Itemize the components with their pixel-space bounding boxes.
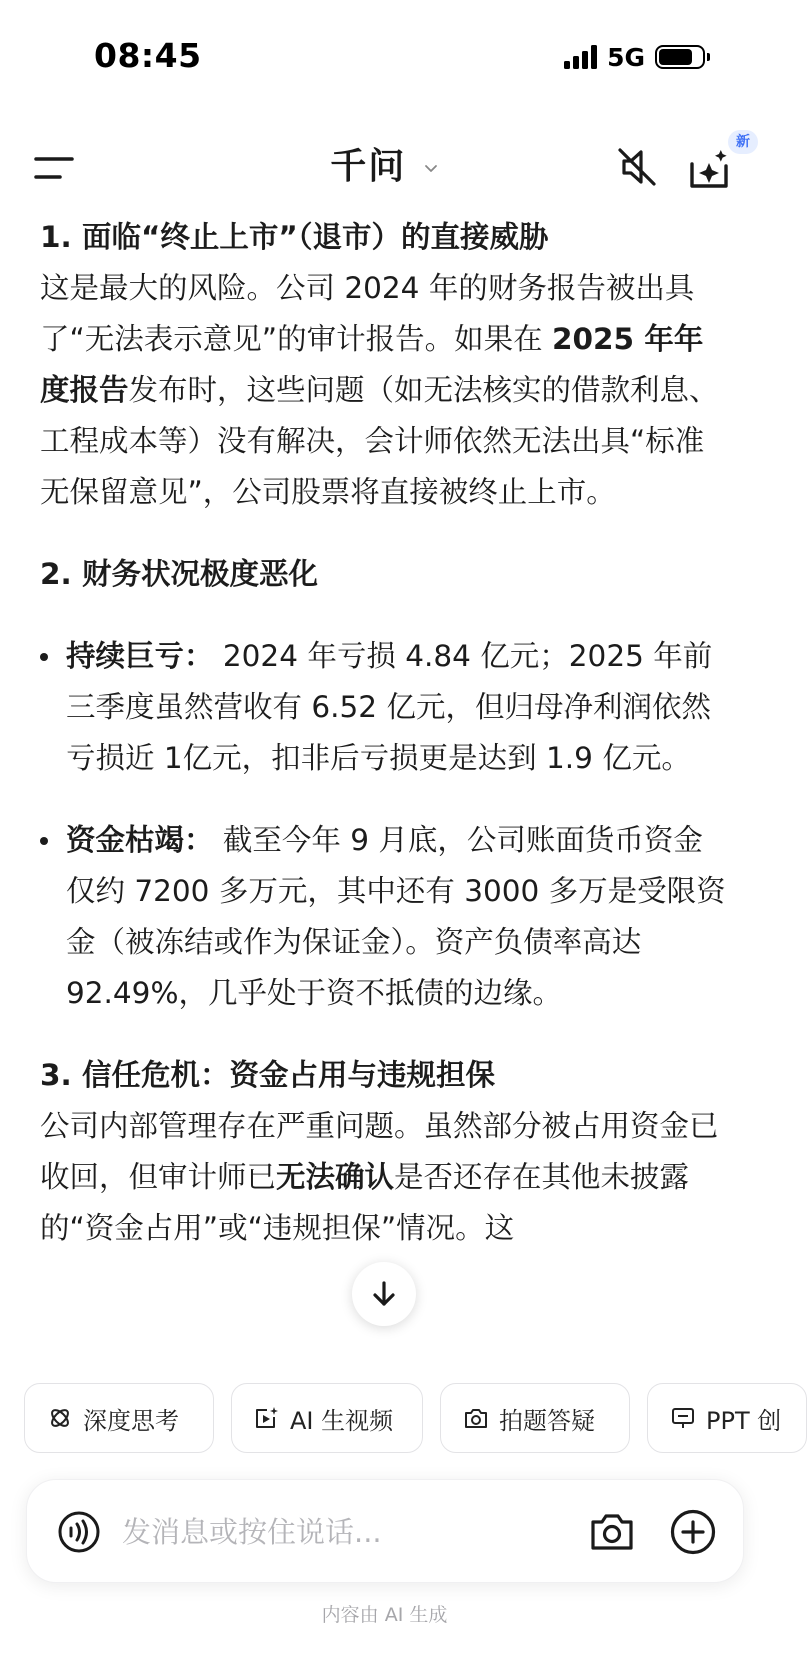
new-badge: 新 (728, 130, 758, 154)
add-attachment-button[interactable] (669, 1508, 717, 1556)
section-heading: 3. 信任危机：资金占用与违规担保 (40, 1058, 496, 1092)
list-item: 资金枯竭： 截至今年 9 月底，公司账面货币资金仅约 7200 多万元，其中还有 3000 多万是受限资金（被冻结或作为保证金）。资产负债率高达 92.49%，几乎处于资不抵债的边缘。 (40, 815, 730, 1019)
plus-circle-icon (669, 1508, 717, 1556)
list-item: 持续巨亏： 2024 年亏损 4.84 亿元；2025 年前三季度虽然营收有 6.52 亿元，但归母净利润依然亏损近 1亿元，扣非后亏损更是达到 1.9 亿元。 (40, 631, 730, 784)
mute-button[interactable] (612, 142, 662, 192)
section-heading: 1. 面临“终止上市”（退市）的直接威胁 (40, 220, 549, 254)
chip-label: 深度思考 (83, 1406, 179, 1435)
status-time: 08:45 (94, 36, 202, 75)
camera-icon (589, 1510, 635, 1554)
deep-think-icon (47, 1405, 73, 1431)
arrow-down-icon (369, 1279, 399, 1309)
top-nav (0, 126, 769, 206)
page-title: 千问 (330, 146, 407, 187)
network-type: 5G (607, 42, 645, 72)
chip-label: 拍题答疑 (499, 1406, 595, 1435)
scroll-to-bottom-button[interactable] (352, 1262, 416, 1326)
message-input[interactable] (122, 1506, 552, 1558)
chip-photo-question[interactable] (440, 1383, 630, 1453)
voice-button[interactable] (57, 1510, 101, 1554)
camera-question-icon (463, 1405, 489, 1431)
cellular-signal-icon (564, 45, 597, 69)
speaker-muted-icon (612, 142, 662, 192)
chip-label: AI 生视频 (290, 1406, 394, 1435)
chip-deep-think[interactable] (24, 1383, 214, 1453)
status-indicators (564, 42, 705, 72)
presentation-icon (670, 1405, 696, 1431)
quick-action-chips (24, 1383, 782, 1453)
camera-button[interactable] (589, 1510, 635, 1554)
chevron-down-icon (423, 160, 439, 176)
status-bar (0, 0, 769, 115)
section-heading: 2. 财务状况极度恶化 (40, 557, 319, 591)
message-composer (26, 1479, 744, 1583)
paragraph: 这是最大的风险。公司 2024 年的财务报告被出具了“无法表示意见”的审计报告。如果在 2025 年年度报告发布时，这些问题（如无法核实的借款利息、工程成本等）没有解决，会计师依然无法出具“标准无保留意见”，公司股票将直接被终止上市。 (40, 271, 719, 509)
video-sparkle-icon (254, 1405, 280, 1431)
paragraph: 公司内部管理存在严重问题。虽然部分被占用资金已收回，但审计师已无法确认是否还存在其他未披露的“资金占用”或“违规担保”情况。这 (40, 1109, 719, 1245)
chip-ppt[interactable] (647, 1383, 807, 1453)
chip-label: PPT 创 (706, 1406, 782, 1435)
voice-wave-icon (57, 1510, 101, 1554)
battery-icon (655, 45, 705, 69)
chip-ai-video[interactable] (231, 1383, 423, 1453)
answer-content (40, 212, 730, 1354)
ai-disclaimer: 内容由 AI 生成 (321, 1604, 448, 1626)
